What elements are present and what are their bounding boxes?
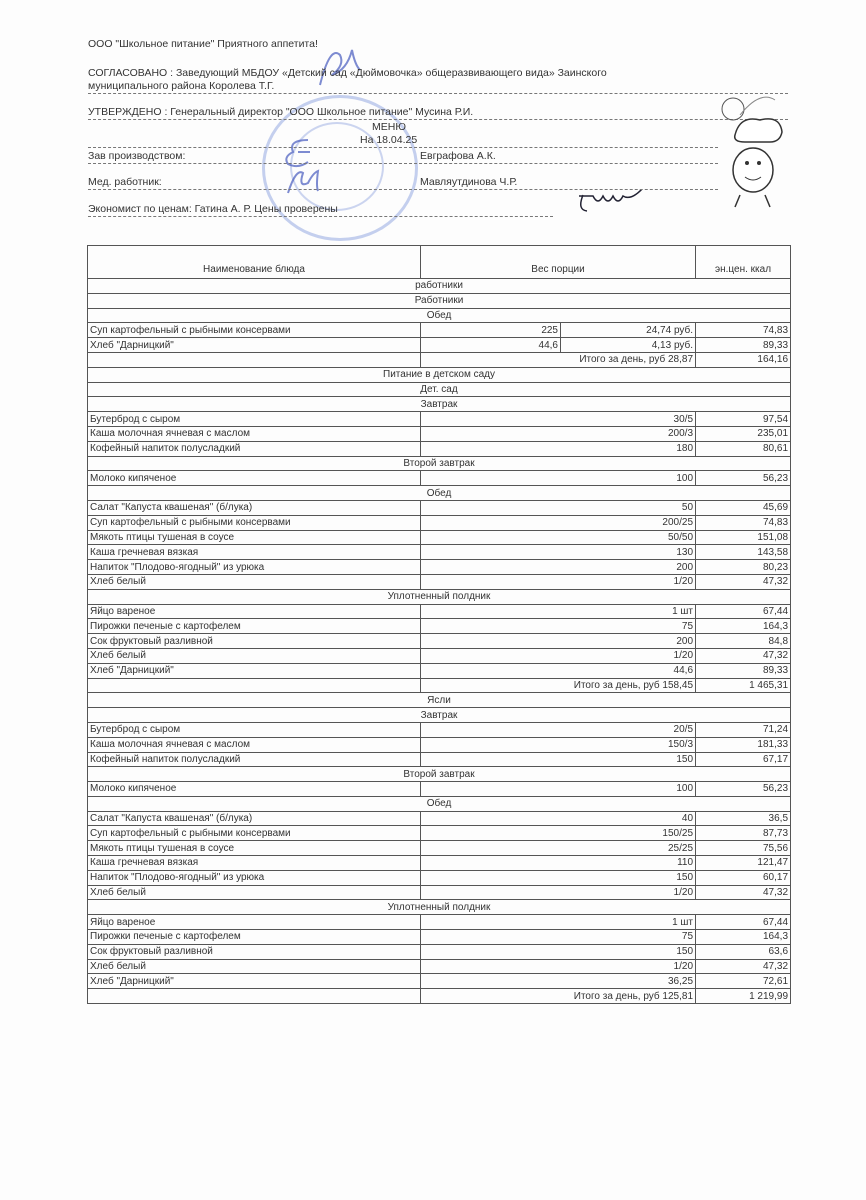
dish-kcal: 47,32 xyxy=(696,885,791,900)
header-dish-name: Наименование блюда xyxy=(88,246,421,279)
total-row xyxy=(88,678,791,693)
portion-weight: 225 xyxy=(421,323,561,338)
section-row xyxy=(88,767,791,782)
dish-name: Бутерброд с сыром xyxy=(88,412,421,427)
divider xyxy=(88,189,718,190)
section-label: Ясли xyxy=(88,693,791,708)
dish-name: Салат "Капуста квашеная" (б/лука) xyxy=(88,500,421,515)
dish-name: Салат "Капуста квашеная" (б/лука) xyxy=(88,811,421,826)
portion-weight: 50 xyxy=(421,500,696,515)
table-row xyxy=(88,752,791,767)
section-row xyxy=(88,308,791,323)
table-row xyxy=(88,811,791,826)
dish-kcal: 74,83 xyxy=(696,323,791,338)
dish-kcal: 84,8 xyxy=(696,634,791,649)
total-row xyxy=(88,989,791,1004)
dish-kcal: 80,23 xyxy=(696,560,791,575)
dish-name: Мякоть птицы тушеная в соусе xyxy=(88,530,421,545)
dish-kcal: 67,44 xyxy=(696,604,791,619)
section-row xyxy=(88,796,791,811)
dish-kcal: 45,69 xyxy=(696,500,791,515)
portion-weight: 25/25 xyxy=(421,841,696,856)
table-row xyxy=(88,959,791,974)
portion-weight: 75 xyxy=(421,619,696,634)
total-label: Итого за день, руб 158,45 xyxy=(421,678,696,693)
portion-weight: 30/5 xyxy=(421,412,696,427)
dish-name: Суп картофельный с рыбными консервами xyxy=(88,515,421,530)
table-row xyxy=(88,782,791,797)
medic-name: Мавляутдинова Ч.Р. xyxy=(420,176,518,188)
divider xyxy=(88,147,718,148)
table-row xyxy=(88,604,791,619)
dish-kcal: 143,58 xyxy=(696,545,791,560)
dish-kcal: 47,32 xyxy=(696,574,791,589)
section-label: Работники xyxy=(88,293,791,308)
portion-weight: 200/25 xyxy=(421,515,696,530)
portion-weight: 1/20 xyxy=(421,574,696,589)
empty-cell xyxy=(88,352,421,367)
table-row xyxy=(88,426,791,441)
dish-name: Мякоть птицы тушеная в соусе xyxy=(88,841,421,856)
portion-weight: 200 xyxy=(421,560,696,575)
dish-name: Яйцо вареное xyxy=(88,915,421,930)
table-row xyxy=(88,412,791,427)
dish-name: Напиток "Плодово-ягодный" из урюка xyxy=(88,870,421,885)
section-label: Обед xyxy=(88,308,791,323)
table-row xyxy=(88,619,791,634)
portion-weight: 20/5 xyxy=(421,722,696,737)
signature-economist xyxy=(575,190,655,215)
table-row xyxy=(88,944,791,959)
dish-kcal: 121,47 xyxy=(696,856,791,871)
total-label: Итого за день, руб 28,87 xyxy=(421,352,696,367)
portion-weight: 75 xyxy=(421,930,696,945)
table-row xyxy=(88,663,791,678)
dish-kcal: 151,08 xyxy=(696,530,791,545)
total-label: Итого за день, руб 125,81 xyxy=(421,989,696,1004)
portion-weight: 200/3 xyxy=(421,426,696,441)
table-row xyxy=(88,885,791,900)
table-row xyxy=(88,560,791,575)
dish-name: Сок фруктовый разливной xyxy=(88,944,421,959)
dish-kcal: 47,32 xyxy=(696,648,791,663)
dish-kcal: 164,3 xyxy=(696,930,791,945)
dish-kcal: 36,5 xyxy=(696,811,791,826)
portion-weight: 44,6 xyxy=(421,663,696,678)
dish-kcal: 72,61 xyxy=(696,974,791,989)
portion-weight: 150 xyxy=(421,944,696,959)
portion-weight: 110 xyxy=(421,856,696,871)
agreed-line-1: СОГЛАСОВАНО : Заведующий МБДОУ «Детский сад «Дюймовочка» общеразвивающего вида» Заинского xyxy=(88,67,607,79)
total-row xyxy=(88,352,791,367)
table-row xyxy=(88,870,791,885)
dish-name: Молоко кипяченое xyxy=(88,471,421,486)
table-row xyxy=(88,323,791,338)
dish-name: Хлеб белый xyxy=(88,574,421,589)
portion-weight: 44,6 xyxy=(421,338,561,353)
portion-weight: 1/20 xyxy=(421,648,696,663)
dish-name: Пирожки печеные с картофелем xyxy=(88,930,421,945)
dish-price: 4,13 руб. xyxy=(561,338,696,353)
dish-kcal: 67,17 xyxy=(696,752,791,767)
table-row xyxy=(88,930,791,945)
dish-kcal: 56,23 xyxy=(696,782,791,797)
portion-weight: 130 xyxy=(421,545,696,560)
portion-weight: 1/20 xyxy=(421,959,696,974)
table-row xyxy=(88,856,791,871)
section-label: Уплотненный полдник xyxy=(88,900,791,915)
dish-kcal: 235,01 xyxy=(696,426,791,441)
section-label: Обед xyxy=(88,486,791,501)
dish-name: Хлеб "Дарницкий" xyxy=(88,974,421,989)
dish-name: Бутерброд с сыром xyxy=(88,722,421,737)
dish-name: Хлеб "Дарницкий" xyxy=(88,663,421,678)
header-kcal: эн.цен. ккал xyxy=(696,246,791,279)
table-row xyxy=(88,338,791,353)
table-row xyxy=(88,841,791,856)
menu-date: На 18.04.25 xyxy=(360,134,418,146)
dish-kcal: 181,33 xyxy=(696,737,791,752)
portion-weight: 36,25 xyxy=(421,974,696,989)
table-row xyxy=(88,515,791,530)
portion-weight: 200 xyxy=(421,634,696,649)
chef-mascot-icon xyxy=(715,95,795,215)
dish-kcal: 56,23 xyxy=(696,471,791,486)
portion-weight: 150 xyxy=(421,752,696,767)
dish-name: Суп картофельный с рыбными консервами xyxy=(88,826,421,841)
dish-name: Каша гречневая вязкая xyxy=(88,856,421,871)
section-label: Дет. сад xyxy=(88,382,791,397)
dish-name: Кофейный напиток полусладкий xyxy=(88,752,421,767)
dish-kcal: 164,3 xyxy=(696,619,791,634)
section-row xyxy=(88,693,791,708)
portion-weight: 40 xyxy=(421,811,696,826)
section-row xyxy=(88,382,791,397)
portion-weight: 180 xyxy=(421,441,696,456)
dish-name: Сок фруктовый разливной xyxy=(88,634,421,649)
dish-name: Кофейный напиток полусладкий xyxy=(88,441,421,456)
table-row xyxy=(88,737,791,752)
portion-weight: 150/3 xyxy=(421,737,696,752)
section-label: работники xyxy=(88,279,791,294)
table-row xyxy=(88,915,791,930)
section-row xyxy=(88,900,791,915)
dish-name: Каша молочная ячневая с маслом xyxy=(88,737,421,752)
table-row xyxy=(88,826,791,841)
section-row xyxy=(88,589,791,604)
section-row xyxy=(88,486,791,501)
table-row xyxy=(88,530,791,545)
medic-label: Мед. работник: xyxy=(88,176,162,188)
dish-name: Хлеб белый xyxy=(88,885,421,900)
dish-kcal: 74,83 xyxy=(696,515,791,530)
dish-kcal: 47,32 xyxy=(696,959,791,974)
portion-weight: 1/20 xyxy=(421,885,696,900)
production-name: Евграфова А.К. xyxy=(420,150,496,162)
dish-kcal: 89,33 xyxy=(696,663,791,678)
section-row xyxy=(88,279,791,294)
total-kcal: 1 219,99 xyxy=(696,989,791,1004)
section-label: Второй завтрак xyxy=(88,456,791,471)
portion-weight: 1 шт xyxy=(421,604,696,619)
table-row xyxy=(88,500,791,515)
portion-weight: 50/50 xyxy=(421,530,696,545)
table-row xyxy=(88,974,791,989)
table-row xyxy=(88,574,791,589)
section-row xyxy=(88,293,791,308)
divider xyxy=(88,119,788,120)
dish-name: Молоко кипяченое xyxy=(88,782,421,797)
dish-kcal: 97,54 xyxy=(696,412,791,427)
dish-name: Яйцо вареное xyxy=(88,604,421,619)
dish-kcal: 75,56 xyxy=(696,841,791,856)
dish-name: Каша молочная ячневая с маслом xyxy=(88,426,421,441)
dish-kcal: 87,73 xyxy=(696,826,791,841)
portion-weight: 150 xyxy=(421,870,696,885)
approved-line: УТВЕРЖДЕНО : Генеральный директор "ООО Школьное питание" Мусина Р.И. xyxy=(88,106,474,118)
dish-name: Хлеб белый xyxy=(88,648,421,663)
empty-cell xyxy=(88,678,421,693)
table-row xyxy=(88,471,791,486)
dish-name: Пирожки печеные с картофелем xyxy=(88,619,421,634)
empty-cell xyxy=(88,989,421,1004)
agreed-line-2: муниципального района Королева Т.Г. xyxy=(88,80,275,92)
table-row xyxy=(88,722,791,737)
dish-kcal: 80,61 xyxy=(696,441,791,456)
table-row xyxy=(88,441,791,456)
section-label: Уплотненный полдник xyxy=(88,589,791,604)
divider xyxy=(88,216,553,217)
divider xyxy=(88,93,788,94)
portion-weight: 1 шт xyxy=(421,915,696,930)
divider xyxy=(88,163,718,164)
dish-kcal: 71,24 xyxy=(696,722,791,737)
section-label: Питание в детском саду xyxy=(88,367,791,382)
section-label: Завтрак xyxy=(88,397,791,412)
menu-title: МЕНЮ xyxy=(372,121,406,133)
portion-weight: 100 xyxy=(421,782,696,797)
header-portion-weight: Вес порции xyxy=(421,246,696,279)
section-row xyxy=(88,367,791,382)
section-label: Завтрак xyxy=(88,708,791,723)
total-kcal: 1 465,31 xyxy=(696,678,791,693)
portion-weight: 100 xyxy=(421,471,696,486)
dish-kcal: 60,17 xyxy=(696,870,791,885)
table-row xyxy=(88,545,791,560)
total-kcal: 164,16 xyxy=(696,352,791,367)
table-row xyxy=(88,634,791,649)
dish-name: Напиток "Плодово-ягодный" из урюка xyxy=(88,560,421,575)
dish-kcal: 67,44 xyxy=(696,915,791,930)
section-row xyxy=(88,397,791,412)
section-row xyxy=(88,708,791,723)
section-label: Обед xyxy=(88,796,791,811)
section-label: Второй завтрак xyxy=(88,767,791,782)
table-header-row xyxy=(88,246,791,279)
dish-price: 24,74 руб. xyxy=(561,323,696,338)
dish-name: Каша гречневая вязкая xyxy=(88,545,421,560)
section-row xyxy=(88,456,791,471)
portion-weight: 150/25 xyxy=(421,826,696,841)
production-label: Зав производством: xyxy=(88,150,186,162)
menu-table xyxy=(87,245,791,1004)
table-row xyxy=(88,648,791,663)
dish-name: Хлеб белый xyxy=(88,959,421,974)
dish-name: Хлеб "Дарницкий" xyxy=(88,338,421,353)
company-line: ООО "Школьное питание" Приятного аппетита! xyxy=(88,38,318,50)
dish-kcal: 89,33 xyxy=(696,338,791,353)
dish-name: Суп картофельный с рыбными консервами xyxy=(88,323,421,338)
dish-kcal: 63,6 xyxy=(696,944,791,959)
economist-line: Экономист по ценам: Гатина А. Р. Цены проверены xyxy=(88,203,338,215)
